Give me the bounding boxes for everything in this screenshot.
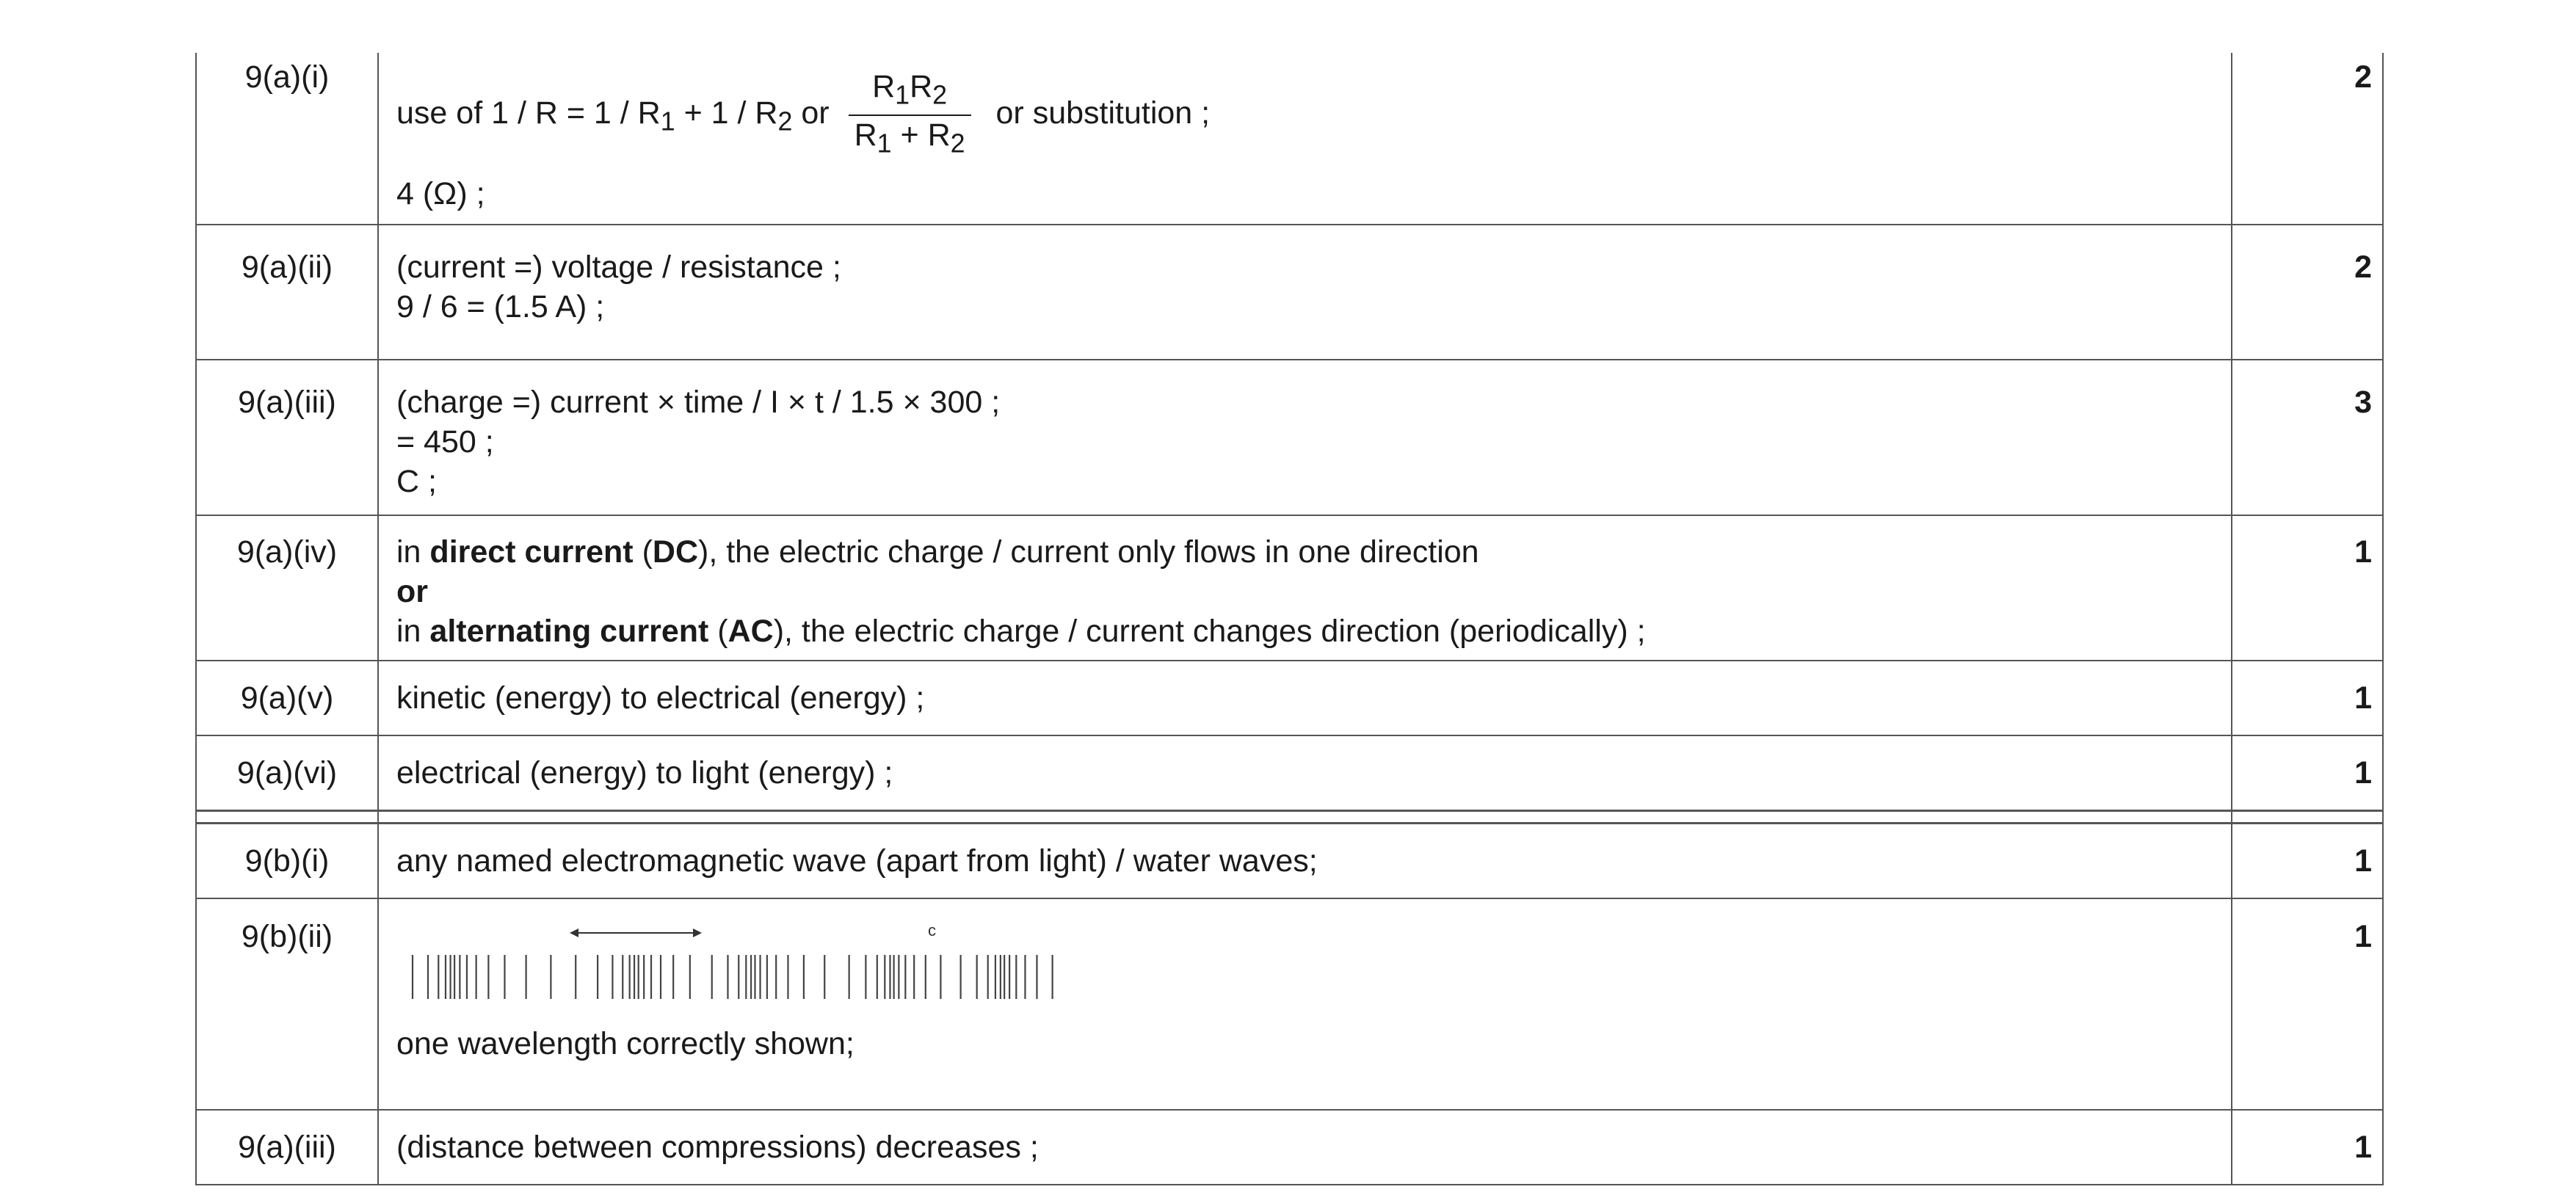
- marks-cell: 2: [2232, 225, 2383, 360]
- marks-cell: 1: [2232, 1110, 2383, 1185]
- answer-text: or substitution ;: [995, 95, 1211, 131]
- question-number: 9(a)(ii): [196, 225, 378, 360]
- answer-cell: electrical (energy) to light (energy) ;: [378, 735, 2232, 811]
- answer-cell: any named electromagnetic wave (apart from light) / water waves;: [378, 824, 2232, 899]
- answer-line-or: or: [396, 574, 428, 609]
- answer-cell: kinetic (energy) to electrical (energy) ;: [378, 661, 2232, 735]
- answer-text: use of 1 / R = 1 / R: [396, 95, 661, 131]
- answer-line: = 450 ;: [396, 424, 494, 459]
- question-number: 9(a)(iii): [196, 360, 378, 515]
- answer-cell: [378, 53, 2232, 225]
- fraction-numerator: $R_1R_2$: [849, 70, 971, 116]
- answer-cell: [378, 515, 2232, 661]
- subscript: 1: [660, 106, 675, 137]
- question-number: 9(a)(v): [196, 661, 378, 735]
- answer-text: or: [792, 95, 830, 131]
- answer-line: [396, 70, 2213, 159]
- marks-cell: 1: [2232, 661, 2383, 735]
- table-row: [196, 661, 2383, 735]
- table-row: [196, 1110, 2383, 1185]
- question-number: 9(a)(iv): [196, 515, 378, 661]
- separator-cell: [378, 811, 2232, 824]
- longitudinal-wave-diagram: [405, 920, 1066, 1008]
- answer-line: (current =) voltage / resistance ;: [396, 250, 841, 285]
- table-row: [196, 53, 2383, 225]
- fraction-formula: [849, 70, 971, 159]
- question-number: 9(b)(ii): [196, 898, 378, 1110]
- marks-cell: 1: [2232, 824, 2383, 899]
- subscript: 2: [777, 106, 793, 137]
- answer-cell: (distance between compressions) decreases ;: [378, 1110, 2232, 1185]
- question-number: 9(a)(i): [196, 53, 378, 225]
- wavelength-arrow: [570, 928, 702, 937]
- answer-text: + 1 / R: [675, 95, 778, 131]
- question-number: 9(b)(i): [196, 824, 378, 899]
- separator-cell: [196, 811, 378, 824]
- answer-cell: [378, 898, 2232, 1110]
- question-number: 9(a)(iii): [196, 1110, 378, 1185]
- answer-line: one wavelength correctly shown;: [396, 1026, 855, 1061]
- marks-cell: 1: [2232, 735, 2383, 811]
- table-row: [196, 360, 2383, 515]
- separator-cell: [2232, 811, 2383, 824]
- answer-line: C ;: [396, 464, 437, 499]
- question-number: 9(a)(vi): [196, 735, 378, 811]
- table-row: [196, 735, 2383, 811]
- table-row: [196, 824, 2383, 899]
- marks-cell: 1: [2232, 898, 2383, 1110]
- fraction-denominator: $R_1 + R_2$: [854, 117, 965, 159]
- answer-line: 4 (Ω) ;: [396, 176, 485, 212]
- table-row: [196, 515, 2383, 661]
- answer-line: in direct current (DC), the electric charge / current only flows in one direction: [396, 534, 1479, 570]
- section-separator: [196, 811, 2383, 824]
- marks-cell: 2: [2232, 53, 2383, 225]
- wave-label: c: [928, 921, 936, 940]
- answer-line: (charge =) current × time / I × t / 1.5 × 300 ;: [396, 385, 1001, 420]
- marks-cell: 3: [2232, 360, 2383, 515]
- answer-line: 9 / 6 = (1.5 A) ;: [396, 289, 605, 324]
- answer-line: in alternating current (AC), the electric charge / current changes direction (periodically) ;: [396, 614, 1646, 649]
- table-row: [196, 898, 2383, 1110]
- table-row: [196, 225, 2383, 360]
- answer-cell: [378, 360, 2232, 515]
- marks-cell: 1: [2232, 515, 2383, 661]
- answer-cell: [378, 225, 2232, 360]
- mark-scheme-table: [195, 53, 2384, 1185]
- compression-lines: [413, 955, 1053, 999]
